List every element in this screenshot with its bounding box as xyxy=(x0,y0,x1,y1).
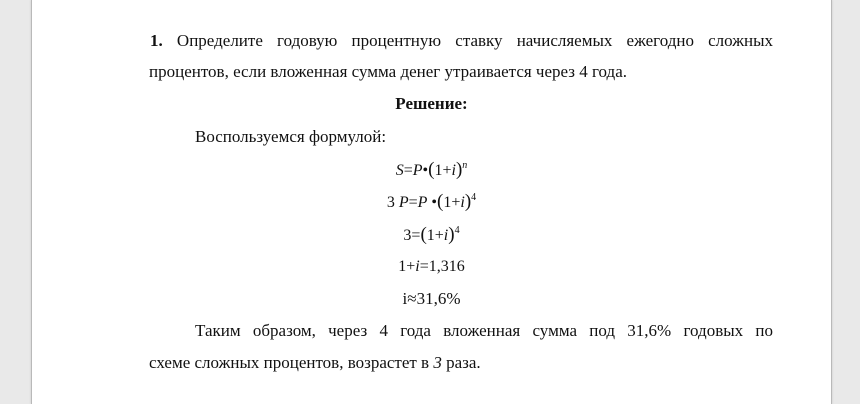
factor-number: 3 xyxy=(433,353,442,372)
conclusion-line-1: Таким образом, через 4 года вложенная сумма под 31,6% годовых по xyxy=(195,321,773,340)
problem-number: 1. xyxy=(150,31,163,50)
formula-1: $S=P•(1+i)^n$ xyxy=(395,159,468,180)
formula-3: $3=(1+i)^4$ xyxy=(403,224,460,245)
problem-text-1: Определите годовую процентную ставку начисляемых ежегодно сложных xyxy=(176,31,773,50)
solution-heading: Решение: xyxy=(395,94,468,113)
intro-text: Воспользуемся формулой: xyxy=(195,127,387,146)
formula-5: i≈31,6% xyxy=(402,289,461,308)
problem-line-1 xyxy=(150,31,773,51)
formula-4: 1+i=1,316 xyxy=(398,258,465,275)
document-page xyxy=(31,0,832,404)
conclusion-line-2: схеме сложных процентов, возрастет в 3 раза. xyxy=(149,353,481,372)
formula-2: 3 P=P $•(1+i)^4$ xyxy=(386,191,477,212)
problem-line-2: процентов, если вложенная сумма денег утраивается через 4 года. xyxy=(149,62,628,81)
